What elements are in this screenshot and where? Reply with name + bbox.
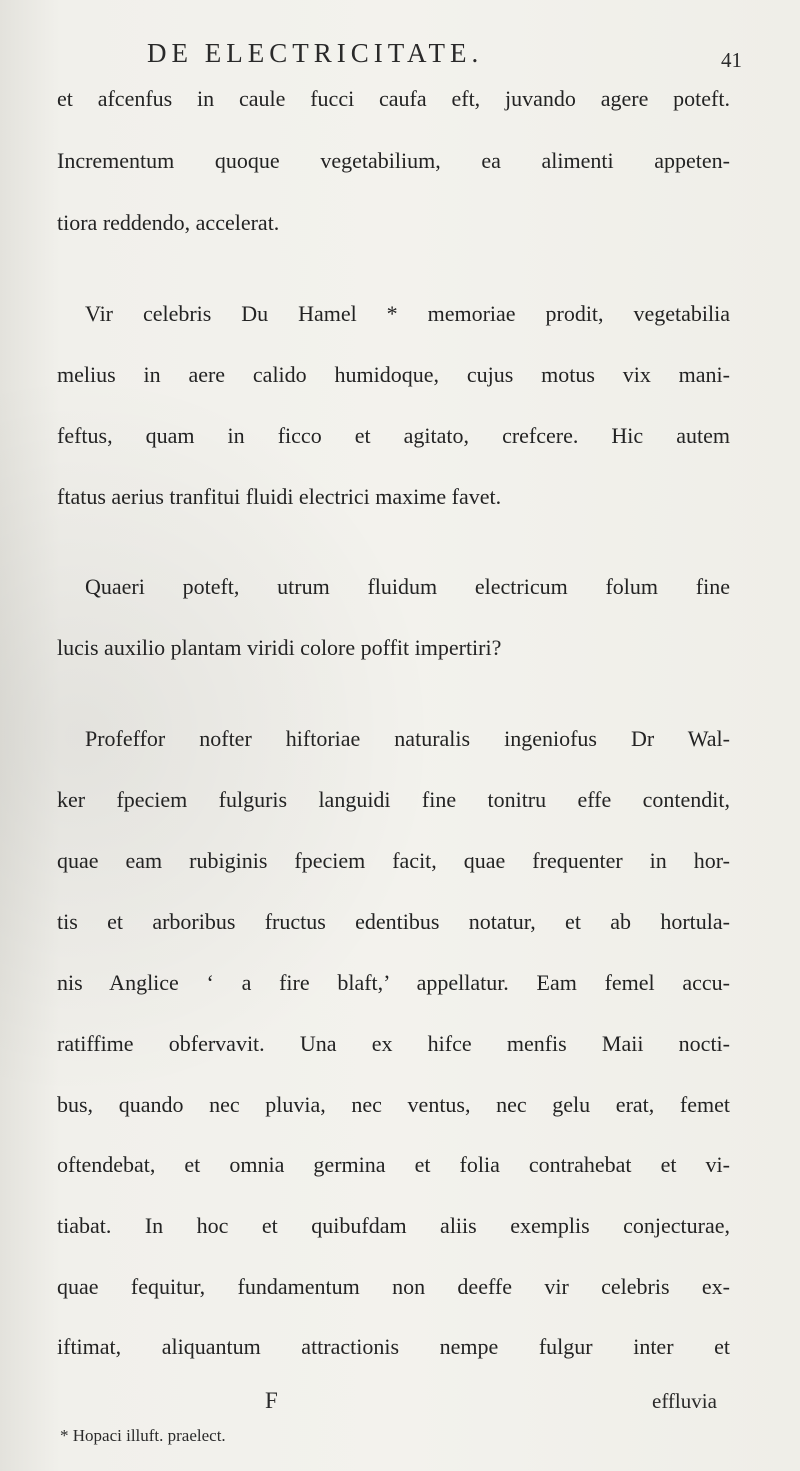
- text-line: Profeffor nofter hiftoriae naturalis ingeniofus Dr Wal-: [85, 726, 730, 751]
- text-line: tiabat. In hoc et quibufdam aliis exemplis conjecturae,: [57, 1213, 730, 1238]
- text-line: Incrementum quoque vegetabilium, ea alimenti appeten-: [57, 148, 730, 173]
- text-line: ratiffime obfervavit. Una ex hifce menfis Maii nocti-: [57, 1031, 730, 1056]
- text-line: tiora reddendo, accelerat.: [57, 210, 280, 235]
- text-line: ker fpeciem fulguris languidi fine tonitru effe contendit,: [57, 787, 730, 812]
- page-number: 41: [721, 48, 742, 72]
- footnote: * Hopaci illuft. praelect.: [60, 1426, 226, 1445]
- catchword: effluvia: [652, 1389, 717, 1413]
- text-line: iftimat, aliquantum attractionis nempe fulgur inter et: [57, 1334, 730, 1359]
- running-head: DE ELECTRICITATE.: [147, 38, 484, 68]
- text-line: lucis auxilio plantam viridi colore poffit impertiri?: [57, 635, 502, 660]
- text-line: Vir celebris Du Hamel * memoriae prodit, vegetabilia: [85, 301, 730, 326]
- text-line: oftendebat, et omnia germina et folia contrahebat et vi-: [57, 1152, 730, 1177]
- signature-mark: F: [265, 1388, 278, 1413]
- text-line: quae eam rubiginis fpeciem facit, quae frequenter in hor-: [57, 848, 730, 873]
- text-line: feftus, quam in ficco et agitato, crefcere. Hic autem: [57, 423, 730, 448]
- text-line: ftatus aerius tranfitui fluidi electrici maxime favet.: [57, 484, 502, 509]
- text-line: nis Anglice ‘ a fire blaft,’ appellatur. Eam femel accu-: [57, 970, 730, 995]
- text-line: tis et arboribus fructus edentibus notatur, et ab hortula-: [57, 909, 730, 934]
- text-line: et afcenfus in caule fucci caufa eft, juvando agere poteft.: [57, 86, 730, 111]
- text-line: quae fequitur, fundamentum non deeffe vir celebris ex-: [57, 1274, 730, 1299]
- text-line: Quaeri poteft, utrum fluidum electricum folum fine: [85, 574, 730, 599]
- text-line: melius in aere calido humidoque, cujus motus vix mani-: [57, 362, 730, 387]
- text-line: bus, quando nec pluvia, nec ventus, nec gelu erat, femet: [57, 1092, 730, 1117]
